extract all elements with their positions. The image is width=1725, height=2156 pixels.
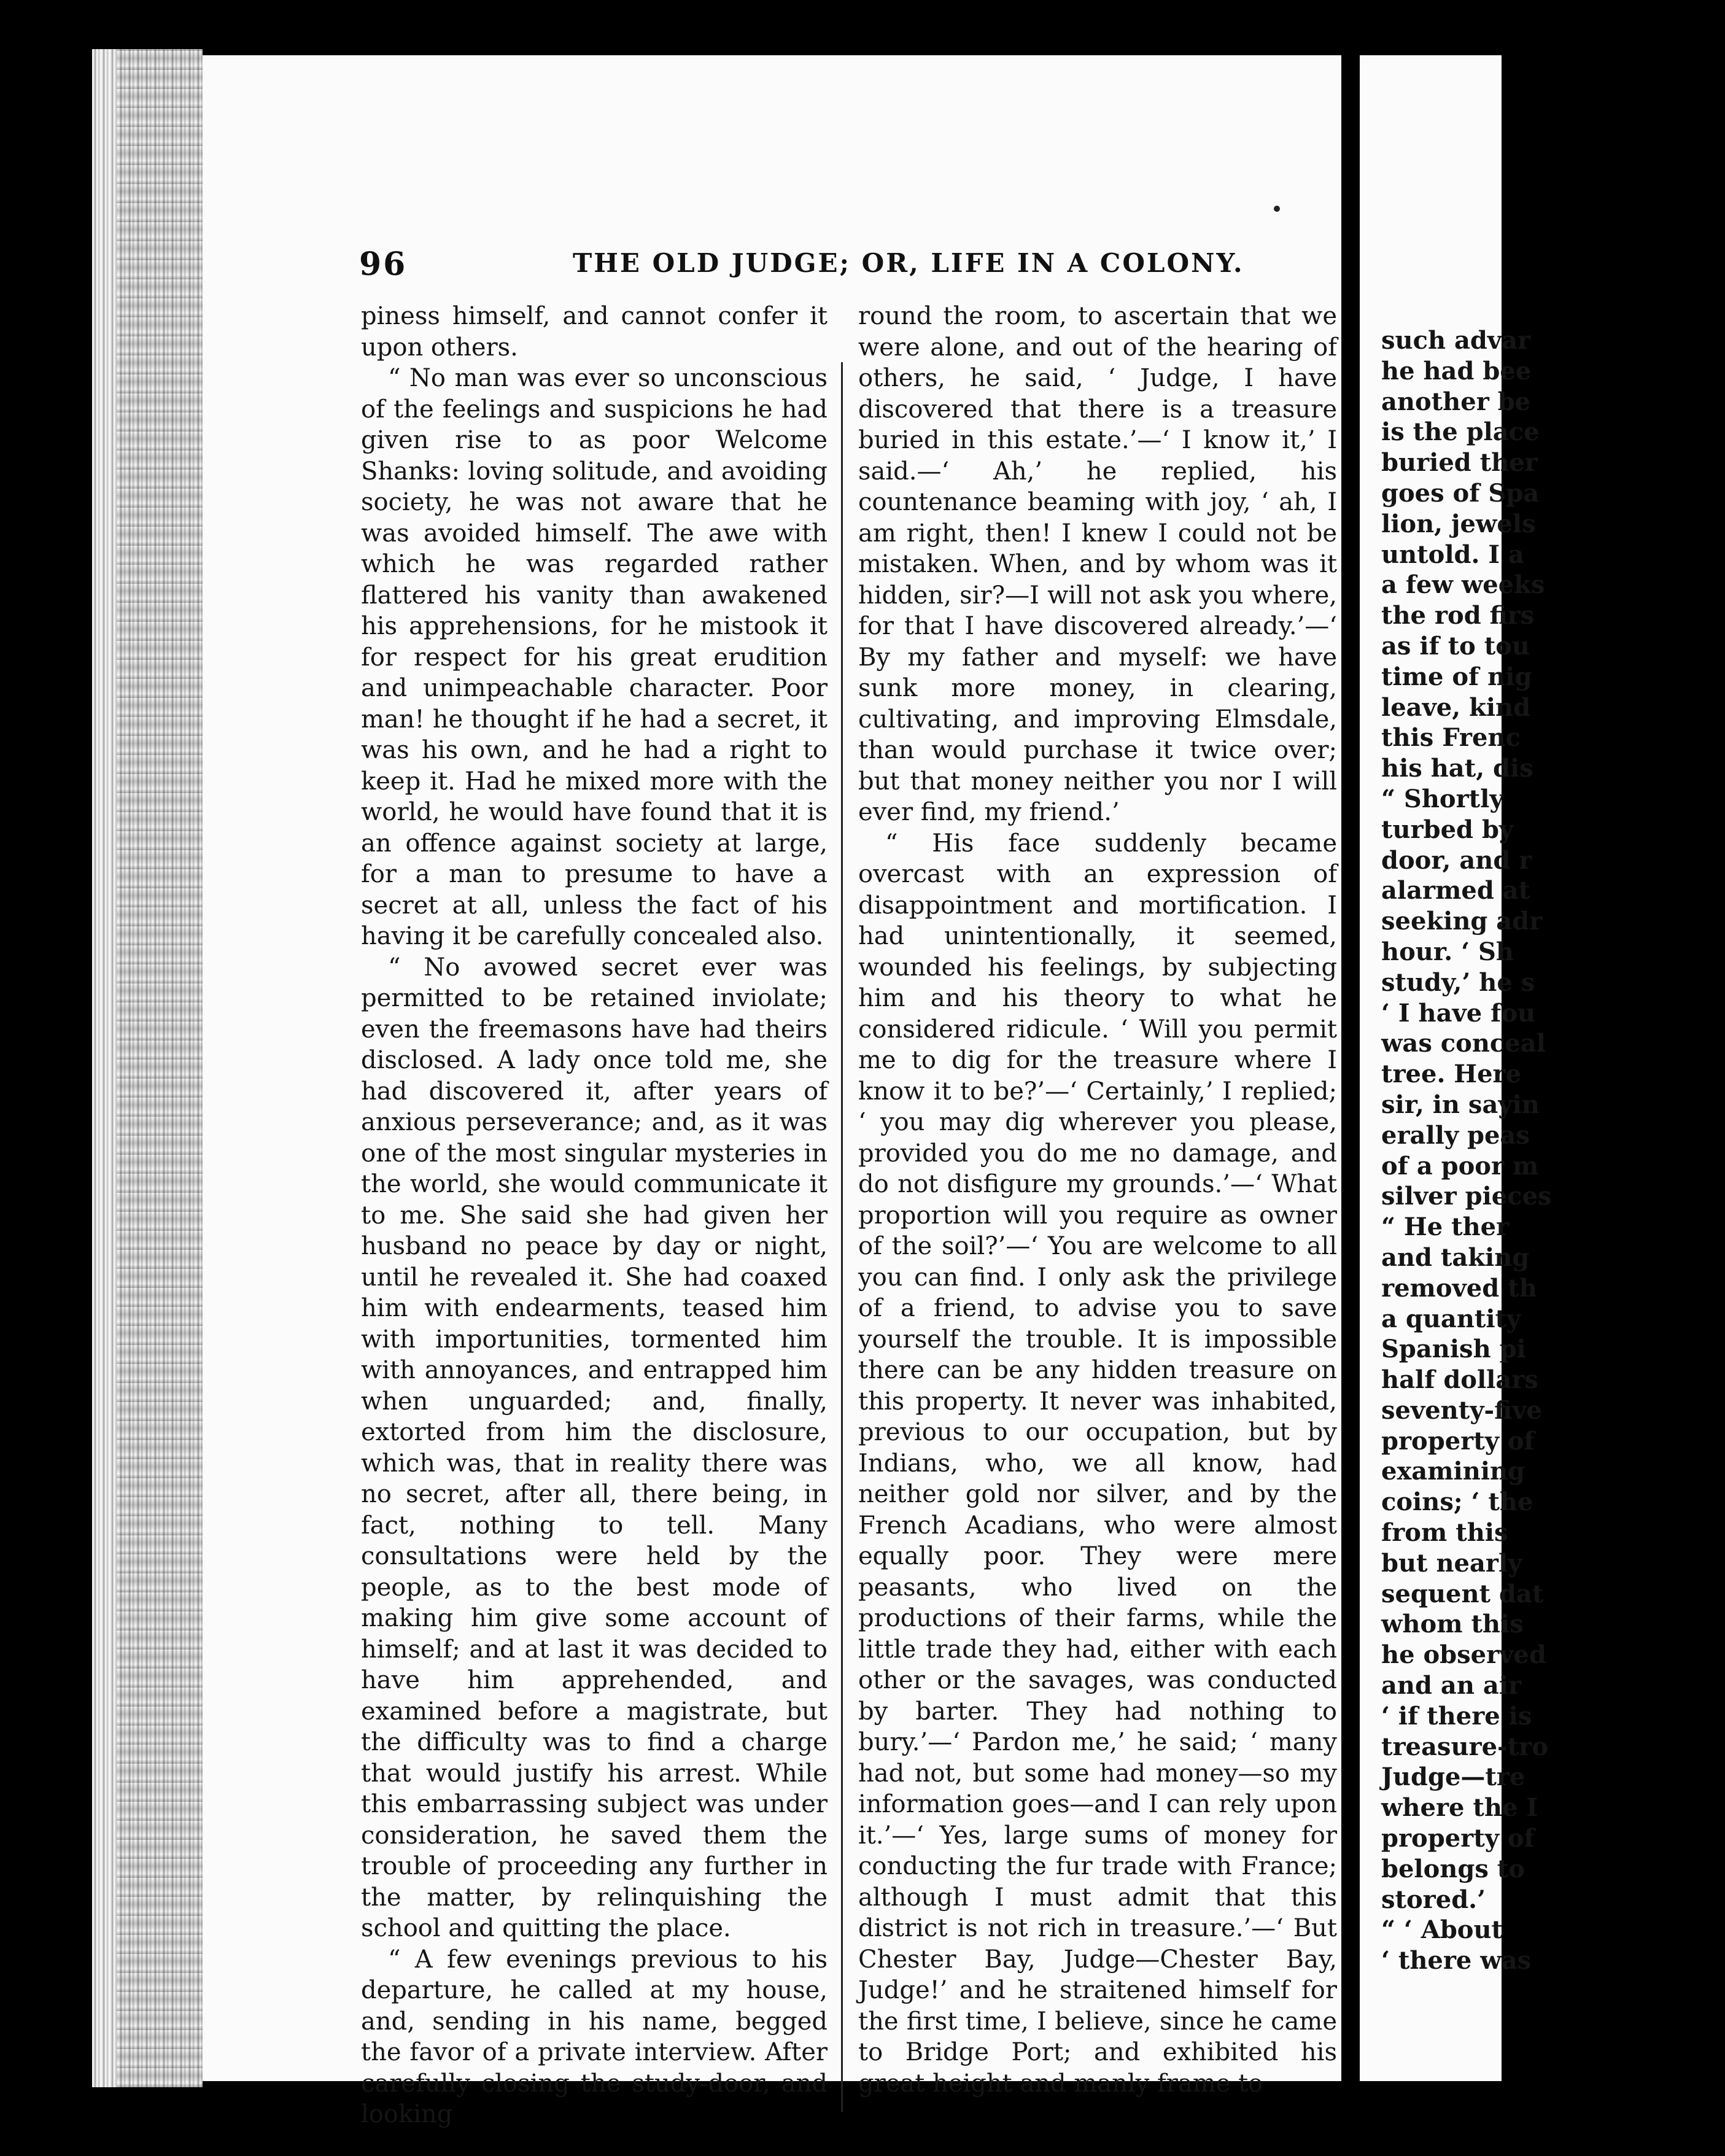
text-line: he had bee <box>1381 356 1532 386</box>
text-line: was conceal <box>1381 1029 1546 1058</box>
text-line: whom this <box>1381 1610 1524 1639</box>
text-line: removed th <box>1381 1273 1537 1303</box>
text-column-middle <box>858 301 1337 2099</box>
gutter-shadow <box>117 49 203 2087</box>
text-line: ‘ if there is <box>1381 1701 1532 1731</box>
paragraph: “ A few evenings previous to his departure, he called at my house, and, sending in his name, begged the favor of a private interview. After carefully closing the study-door, and looking <box>361 1945 828 2128</box>
paragraph: “ His face suddenly became overcast with an expression of disappointment and mortification. I had unintentionally, it seemed, wounded his feelings, by subjecting him and his theory to what he considered ridicule. ‘ Will you permit me to dig for the treasure where I know it to be?’—‘ Certainly,’ I replied; ‘ you may dig wherever you please, provided you do me no damage, and do not disfigure my grounds.’—‘ What proportion will you require as owner of the soil?’—‘ You are welcome to all you can find. I only ask the privilege of a friend, to advise you to save yourself the trouble. It is impossible there can be any hidden treasure on this property. It never was inhabited, previous to our occupation, but by Indians, who, we all know, had neither gold nor silver, and by the French Acadians, who were almost equally poor. They were mere peasants, who lived on the productions of their farms, while the little trade they had, either with each other or the savages, was conducted by barter. They had nothing to bury.’—‘ Pardon me,’ he said; ‘ many had not, but some had money—so my information goes—and I can rely upon it.’—‘ Yes, large sums of money for conducting the fur trade with France; although I must admit that this district is not rich in treasure.’—‘ But Chester Bay, Judge—Chester Bay, Judge!’ and he straitened himself for the first time, I believe, since he came to Bridge Port; and exhibited his great height and manly frame to <box>858 829 1337 2098</box>
text-line: such advar <box>1381 326 1531 355</box>
paragraph: “ No man was ever so unconscious of the feelings and suspicions he had given rise to as poor Welcome Shanks: loving solitude, and avoiding society, he was not aware that he was avoided himself. The awe with which he was regarded rather flattered his vanity than awakened his apprehensions, for he mistook it for respect for his great erudition and unimpeachable character. Poor man! he thought if he had a secret, it was his own, and he had a right to keep it. Had he mixed more with the world, he would have found that it is an offence against society at large, for a man to presume to have a secret at all, unless the fact of his having it be carefully concealed also. <box>361 364 828 950</box>
text-line: untold. I a <box>1381 540 1524 569</box>
text-line: goes of Spa <box>1381 478 1540 508</box>
running-title: THE OLD JUDGE; OR, LIFE IN A COLONY. <box>573 248 1244 278</box>
text-line: belongs to <box>1381 1854 1525 1883</box>
text-line: time of nig <box>1381 662 1532 691</box>
text-line: a few weeks <box>1381 570 1545 600</box>
text-line: he observed <box>1381 1640 1546 1670</box>
text-line: treasure-tro <box>1381 1732 1548 1761</box>
ink-speck <box>1274 206 1280 212</box>
paragraph: round the room, to ascertain that we were alone, and out of the hearing of others, he said, ‘ Judge, I have discovered that there is a treasure buried in this estate.’—‘ I know it,’ I said.—‘ Ah,’ he replied, his countenance beaming with joy, ‘ ah, I am right, then! I knew I could not be mistaken. When, and by whom was it hidden, sir?—I will not ask you where, for that I have discovered already.’—‘ By my father and myself: we have sunk more money, in clearing, cultivating, and improving Elmsdale, than would purchase it twice over; but that money neither you nor I will ever find, my friend.’ <box>858 302 1337 826</box>
text-line: and taking <box>1381 1243 1530 1272</box>
text-line: hour. ‘ Sh <box>1381 937 1514 966</box>
text-line: where the I <box>1381 1793 1538 1823</box>
text-line: seventy-five <box>1381 1395 1542 1425</box>
paragraph: piness himself, and cannot confer it upon others. <box>361 302 828 362</box>
text-line: of a poor m <box>1381 1151 1539 1181</box>
text-line: property of <box>1381 1824 1535 1853</box>
text-line: is the place <box>1381 417 1540 447</box>
text-line: turbed by <box>1381 815 1514 844</box>
text-line: as if to tou <box>1381 631 1530 661</box>
page-number: 96 <box>359 246 408 283</box>
text-line: leave, kind <box>1381 692 1531 722</box>
text-line: but nearly <box>1381 1548 1522 1578</box>
book-page-left <box>203 55 1341 2128</box>
text-line: from this <box>1381 1518 1508 1548</box>
text-column-right-cropped <box>1381 325 1725 1976</box>
text-line: alarmed at <box>1381 876 1530 905</box>
text-line: Judge—tre <box>1381 1762 1525 1792</box>
text-line: door, and r <box>1381 845 1532 875</box>
text-line: Spanish pi <box>1381 1335 1526 1364</box>
book-page-right-edge <box>1360 55 1552 2081</box>
text-line: the rod firs <box>1381 601 1535 630</box>
paragraph: “ No avowed secret ever was permitted to be retained inviolate; even the freemasons have had theirs disclosed. A lady once told me, she had discovered it, after years of anxious perseverance; and, as it was one of the most singular mysteries in the world, she would communicate it to me. She said she had given her husband no peace by day or night, until he revealed it. She had coaxed him with endearments, teased him with importunities, tormented him with annoyances, and entrapped him when unguarded; and, finally, extorted from him the disclosure, which was, that in reality there was no secret, after all, there being, in fact, nothing to tell. Many consultations were held by the people, as to the best mode of making him give some account of himself; and at last it was decided to have him apprehended, and examined before a magistrate, but the difficulty was to find a charge that would justify his arrest. While this embarrassing subject was under consideration, he saved them the trouble of proceeding any further in the matter, by relinquishing the school and quitting the place. <box>361 953 828 1942</box>
text-line: stored.’ <box>1381 1885 1486 1914</box>
text-line: seeking adr <box>1381 907 1543 936</box>
text-line: buried ther <box>1381 448 1538 478</box>
text-line: silver pieces <box>1381 1182 1552 1211</box>
text-line: lion, jewels <box>1381 509 1536 538</box>
text-line: property of <box>1381 1426 1535 1456</box>
text-line: half dollars <box>1381 1365 1538 1395</box>
text-line: “ Shortly <box>1381 784 1504 813</box>
text-line: study,’ he s <box>1381 967 1535 997</box>
text-line: tree. Here <box>1381 1060 1522 1089</box>
text-line: this Frenc <box>1381 723 1521 753</box>
text-line: ‘ I have fou <box>1381 998 1536 1028</box>
text-line: sequent dat <box>1381 1579 1544 1608</box>
text-line: coins; ‘ the <box>1381 1487 1533 1517</box>
text-line: another be <box>1381 387 1531 416</box>
text-line: and an air <box>1381 1671 1522 1700</box>
column-rule <box>841 362 843 2112</box>
text-line: examining <box>1381 1457 1525 1486</box>
page-header <box>359 246 1317 295</box>
text-line: ‘ there was <box>1381 1946 1532 1976</box>
text-line: “ He ther <box>1381 1212 1510 1242</box>
text-line: sir, in sayin <box>1381 1090 1540 1119</box>
text-column-left <box>361 301 828 2130</box>
text-line: “ ‘ About <box>1381 1915 1503 1945</box>
text-line: erally peas <box>1381 1120 1530 1150</box>
text-line: a quantity <box>1381 1304 1521 1333</box>
text-line: his hat, dis <box>1381 754 1533 783</box>
